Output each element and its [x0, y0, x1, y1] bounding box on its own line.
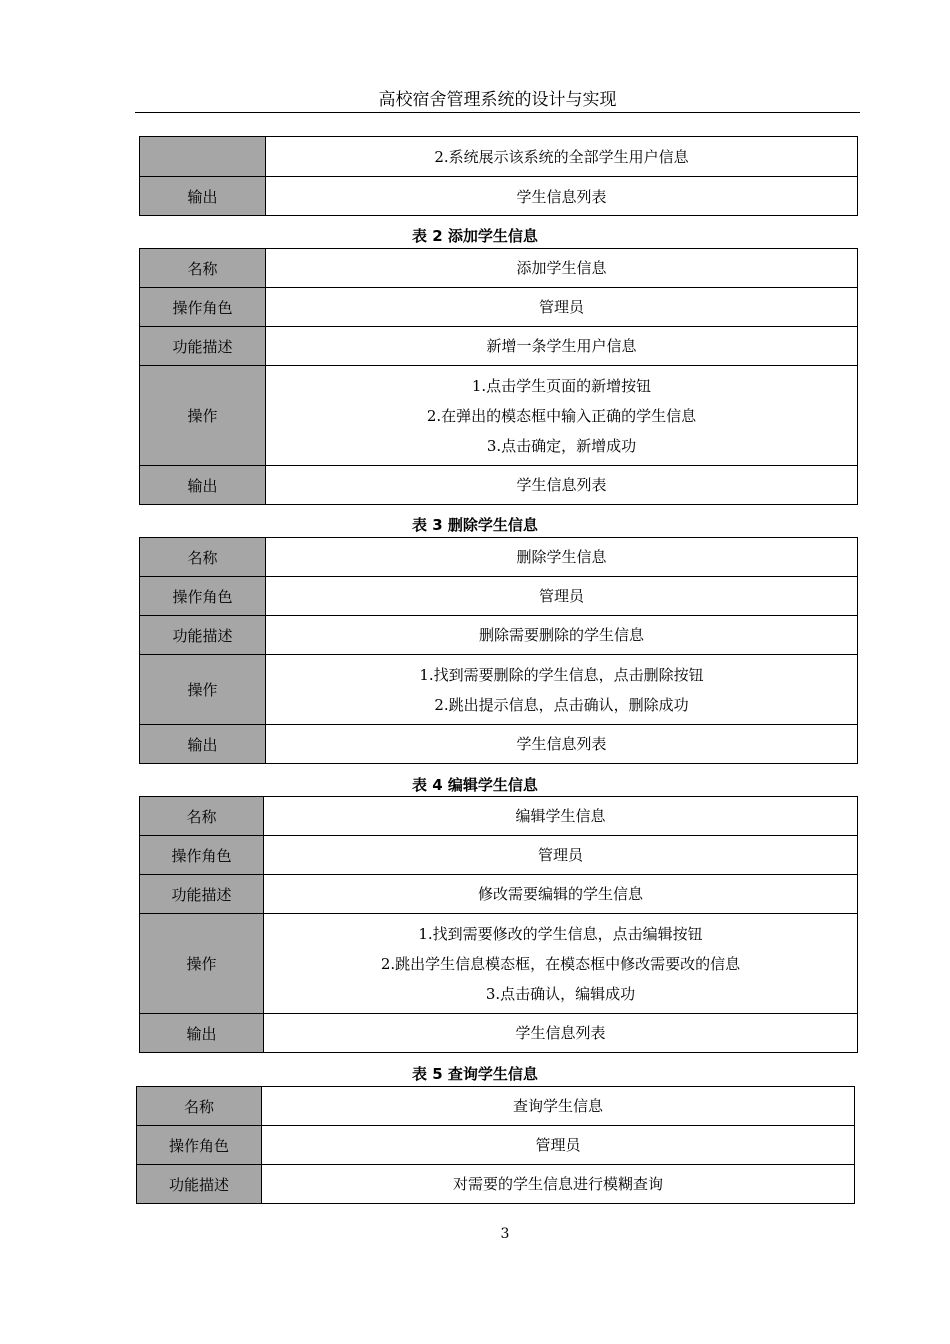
- table-row: [140, 466, 858, 505]
- value-line: 删除学生信息: [516, 548, 607, 566]
- page-number: 3: [500, 1226, 510, 1242]
- table-5: [136, 1086, 855, 1204]
- value-cell: [266, 327, 858, 366]
- value-cell: [264, 797, 858, 836]
- key-cell: 功能描述: [137, 1165, 262, 1204]
- value-cell: [266, 616, 858, 655]
- value-line: 1.点击学生页面的新增按钮: [471, 376, 652, 395]
- table-row: [137, 1126, 855, 1165]
- value-cell: [266, 725, 858, 764]
- value-line: 学生信息列表: [516, 735, 607, 753]
- value-line: 编辑学生信息: [515, 807, 606, 825]
- table-4-caption: 表 4 编辑学生信息: [412, 776, 538, 794]
- key-cell: 输出: [140, 1014, 264, 1053]
- value-line: 学生信息列表: [515, 1024, 606, 1042]
- table-row: [140, 1014, 858, 1053]
- value-line: 管理员: [537, 846, 583, 864]
- value-cell: 学生信息列表: [266, 177, 858, 216]
- table-5-caption: 表 5 查询学生信息: [412, 1065, 538, 1083]
- value-line: 3.点击确认，编辑成功: [485, 984, 636, 1003]
- table-row: [140, 725, 858, 764]
- table-2: [139, 248, 858, 505]
- value-line: 1.找到需要删除的学生信息，点击删除按钮: [419, 665, 704, 684]
- value-line: 对需要的学生信息进行模糊查询: [452, 1175, 663, 1193]
- value-line: 2.在弹出的模态框中输入正确的学生信息: [426, 406, 697, 425]
- table-row: [140, 914, 858, 1014]
- table-row: [140, 875, 858, 914]
- value-cell: [266, 577, 858, 616]
- value-line: 查询学生信息: [512, 1097, 603, 1115]
- table-row: [140, 836, 858, 875]
- value-line: 管理员: [538, 298, 584, 316]
- table-row: [137, 1165, 855, 1204]
- key-cell: 操作角色: [140, 288, 266, 327]
- table-row: [140, 616, 858, 655]
- table-row: [140, 538, 858, 577]
- key-cell: 操作角色: [137, 1126, 262, 1165]
- key-cell: 输出: [140, 177, 266, 216]
- page-header: 高校宿舍管理系统的设计与实现: [135, 88, 860, 113]
- table-2-caption: 表 2 添加学生信息: [412, 227, 538, 245]
- key-cell: 操作角色: [140, 836, 264, 875]
- table-row: [140, 366, 858, 466]
- table-1-continued: [139, 136, 858, 216]
- value-cell: [266, 288, 858, 327]
- value-cell: [266, 366, 858, 466]
- table-4: [139, 796, 858, 1053]
- key-cell-empty: [140, 137, 266, 177]
- value-cell: [266, 655, 858, 725]
- key-cell: 操作: [140, 914, 264, 1014]
- value-cell: [262, 1087, 855, 1126]
- key-cell: 名称: [140, 538, 266, 577]
- table-row: [140, 288, 858, 327]
- table-row: [137, 1087, 855, 1126]
- value-cell: [266, 249, 858, 288]
- value-cell: [266, 538, 858, 577]
- key-cell: 名称: [140, 797, 264, 836]
- key-cell: 名称: [137, 1087, 262, 1126]
- key-cell: 输出: [140, 466, 266, 505]
- value-line: 1.找到需要修改的学生信息，点击编辑按钮: [418, 924, 703, 943]
- table-row: [140, 249, 858, 288]
- table-row: [140, 577, 858, 616]
- key-cell: 操作: [140, 655, 266, 725]
- table-row: [140, 655, 858, 725]
- value-line: 删除需要删除的学生信息: [478, 626, 644, 644]
- value-line: 新增一条学生用户信息: [486, 337, 637, 355]
- key-cell: 操作: [140, 366, 266, 466]
- key-cell: 操作角色: [140, 577, 266, 616]
- value-line: 修改需要编辑的学生信息: [477, 885, 643, 903]
- key-cell: 功能描述: [140, 875, 264, 914]
- value-line: 管理员: [538, 587, 584, 605]
- table-row: [140, 797, 858, 836]
- value-cell: [264, 836, 858, 875]
- key-cell: 功能描述: [140, 616, 266, 655]
- key-cell: 输出: [140, 725, 266, 764]
- value-cell: [264, 875, 858, 914]
- value-cell: [264, 914, 858, 1014]
- value-cell: [262, 1165, 855, 1204]
- value-cell: [266, 466, 858, 505]
- table-row: [140, 327, 858, 366]
- value-line: 2.跳出提示信息，点击确认，删除成功: [434, 695, 689, 714]
- key-cell: 名称: [140, 249, 266, 288]
- value-line: 添加学生信息: [516, 259, 607, 277]
- value-cell: [264, 1014, 858, 1053]
- value-cell: [262, 1126, 855, 1165]
- value-line: 2.跳出学生信息模态框，在模态框中修改需要改的信息: [380, 954, 741, 973]
- key-cell: 功能描述: [140, 327, 266, 366]
- value-line: 学生信息列表: [516, 476, 607, 494]
- table-3-caption: 表 3 删除学生信息: [412, 516, 538, 534]
- table-3: [139, 537, 858, 764]
- value-cell: 2.系统展示该系统的全部学生用户信息: [266, 137, 858, 177]
- value-line: 管理员: [535, 1136, 581, 1154]
- value-line: 3.点击确定，新增成功: [486, 436, 637, 455]
